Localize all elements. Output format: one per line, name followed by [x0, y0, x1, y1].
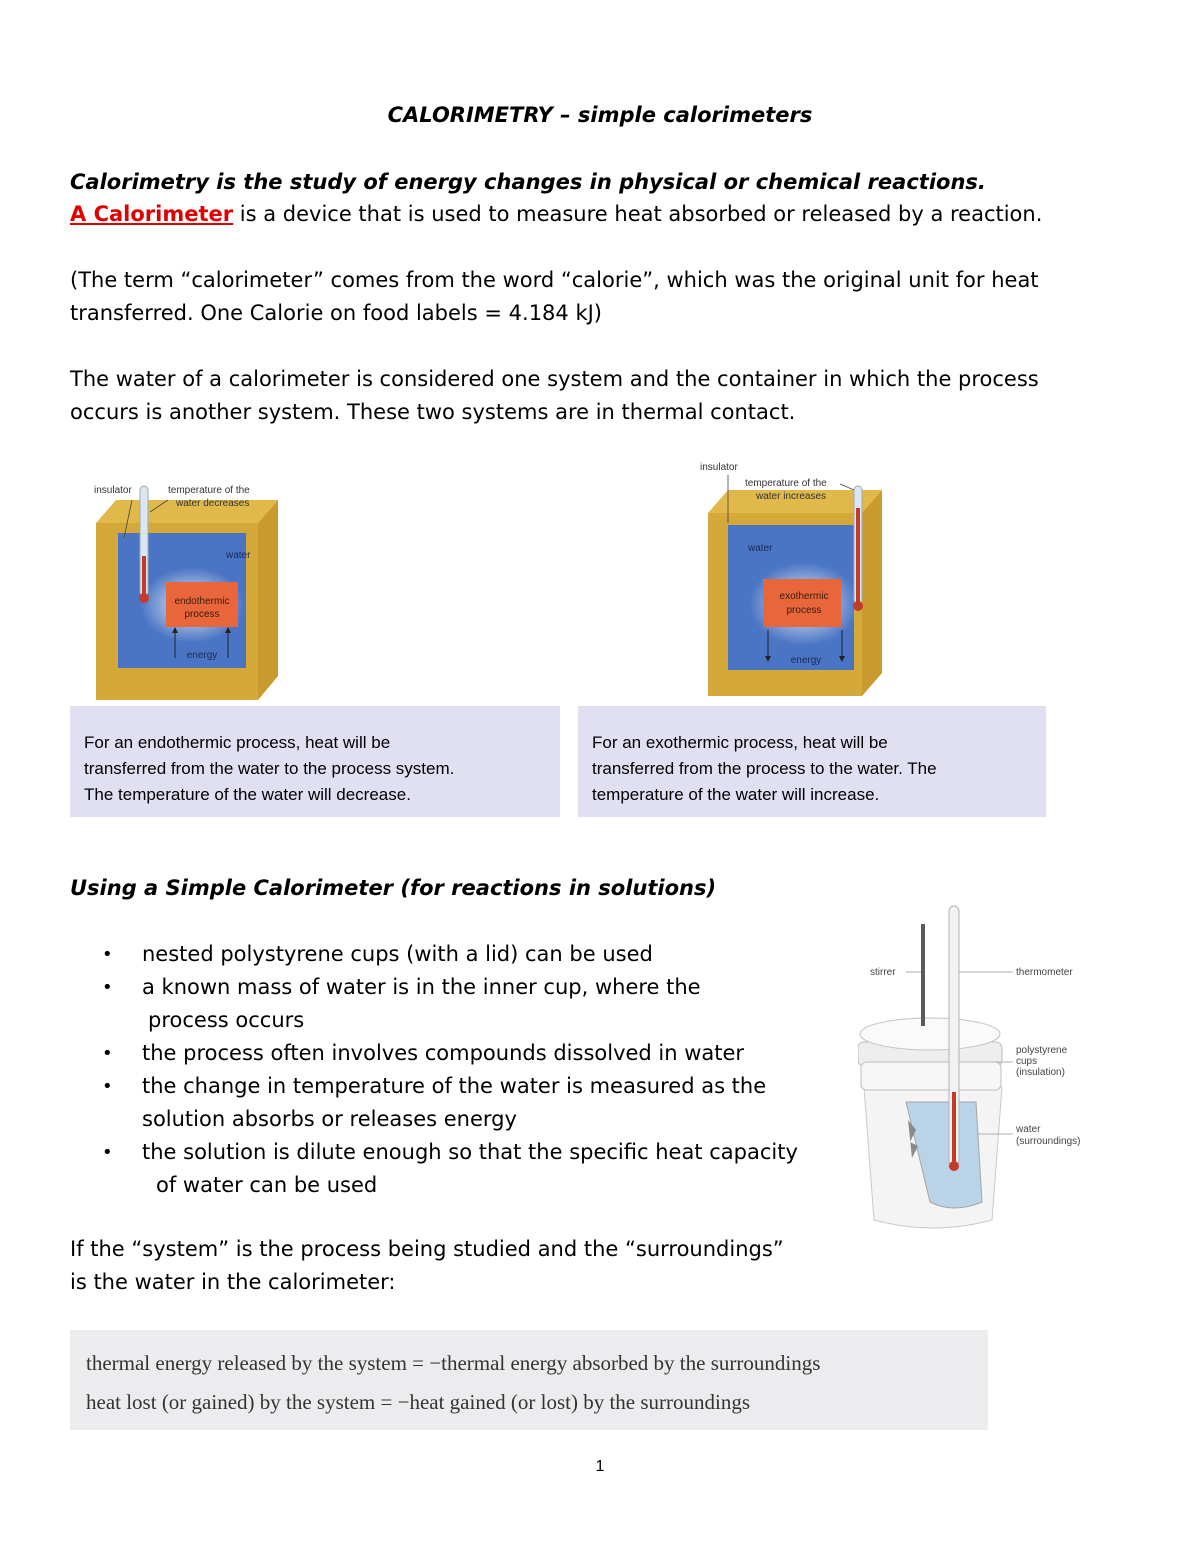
- endothermic-caption: [70, 706, 560, 817]
- insulator-label: insulator: [700, 462, 738, 473]
- coffee-cup-calorimeter-diagram: [858, 902, 1088, 1234]
- stirrer-icon: [921, 924, 925, 1026]
- list-item: • the solution is dilute enough so that the specific heat capacity of water can be used: [70, 1136, 798, 1202]
- thermometer-bulb: [853, 601, 863, 611]
- caption-line: For an endothermic process, heat will be: [84, 733, 391, 752]
- water-label-2: (surroundings): [1016, 1136, 1081, 1147]
- polystyrene-label-3: (insulation): [1016, 1067, 1065, 1078]
- calorimeter-term: A Calorimeter: [70, 202, 234, 226]
- system-definition-line-2: is the water in the calorimeter:: [70, 1270, 396, 1294]
- system-paragraph-line-1: The water of a calorimeter is considered one system and the container in which the process: [70, 367, 1039, 391]
- thermometer-level: [856, 508, 860, 604]
- endothermic-diagram: [88, 478, 288, 703]
- polystyrene-label-1: polystyrene: [1016, 1045, 1068, 1056]
- thermometer-bulb: [139, 593, 149, 603]
- temperature-leader: [840, 484, 854, 490]
- caption-line: temperature of the water will increase.: [592, 785, 880, 804]
- equation-line-2: heat lost (or gained) by the system = −heat gained (or lost) by the surroundings: [86, 1390, 751, 1414]
- system-paragraph-line-2: occurs is another system. These two systems are in thermal contact.: [70, 400, 796, 424]
- term-origin-line-2: transferred. One Calorie on food labels = 4.184 kJ): [70, 301, 602, 325]
- thermometer-level: [142, 556, 146, 596]
- caption-line: The temperature of the water will decrease.: [84, 785, 411, 804]
- calorimeter-definition: [70, 202, 1042, 226]
- temperature-label-2: water increases: [756, 491, 827, 502]
- process-label-1: exothermic: [779, 591, 829, 602]
- insulator-side: [258, 500, 278, 700]
- process-label-2: process: [786, 605, 822, 616]
- water-label: water: [226, 550, 251, 561]
- calorimeter-description: is a device that is used to measure heat absorbed or released by a reaction.: [233, 202, 1043, 226]
- calorimetry-definition: Calorimetry is the study of energy changes in physical or chemical reactions.: [70, 170, 986, 194]
- caption-line: For an exothermic process, heat will be: [592, 733, 888, 752]
- list-item: • the change in temperature of the water is measured as the solution absorbs or releases energy: [70, 1070, 798, 1136]
- insulator-side: [862, 490, 882, 696]
- list-item: • the process often involves compounds dissolved in water: [70, 1037, 798, 1070]
- temperature-label-2: water decreases: [176, 498, 250, 509]
- calorimeter-bullet-list: [70, 938, 798, 1202]
- exothermic-caption: [578, 706, 1046, 817]
- cup-rim: [861, 1062, 1001, 1090]
- caption-line: transferred from the process to the water. The: [592, 759, 937, 778]
- page-number: 1: [595, 1458, 605, 1475]
- list-item: • a known mass of water is in the inner cup, where the process occurs: [70, 971, 798, 1037]
- list-item: • nested polystyrene cups (with a lid) can be used: [70, 938, 798, 971]
- process-box: [763, 579, 841, 627]
- thermometer-level: [952, 1092, 956, 1164]
- lid: [860, 1018, 1000, 1050]
- temperature-label-1: temperature of the: [745, 478, 827, 489]
- temperature-label-1: temperature of the: [168, 485, 250, 496]
- process-label-2: process: [184, 609, 220, 620]
- section-heading: Using a Simple Calorimeter (for reactions in solutions): [70, 876, 717, 900]
- water-label: water: [748, 543, 773, 554]
- equation-line-1: thermal energy released by the system = −thermal energy absorbed by the surroundings: [86, 1351, 821, 1375]
- insulator-label: insulator: [94, 485, 132, 496]
- polystyrene-label-2: cups: [1016, 1056, 1038, 1067]
- system-definition-line-1: If the “system” is the process being studied and the “surroundings”: [70, 1237, 784, 1261]
- water-label-1: water: [1016, 1124, 1041, 1135]
- page-title: CALORIMETRY – simple calorimeters: [387, 103, 813, 127]
- equation-box: [70, 1330, 988, 1430]
- exothermic-diagram: [700, 458, 890, 698]
- energy-label: energy: [790, 655, 822, 666]
- stirrer-label: stirrer: [870, 967, 896, 978]
- caption-line: transferred from the water to the process system.: [84, 759, 455, 778]
- process-label-1: endothermic: [174, 596, 230, 607]
- thermometer-bulb: [949, 1161, 959, 1171]
- term-origin-line-1: (The term “calorimeter” comes from the word “calorie”, which was the original unit for heat: [70, 268, 1039, 292]
- energy-label: energy: [186, 650, 218, 661]
- thermometer-label: thermometer: [1016, 967, 1073, 978]
